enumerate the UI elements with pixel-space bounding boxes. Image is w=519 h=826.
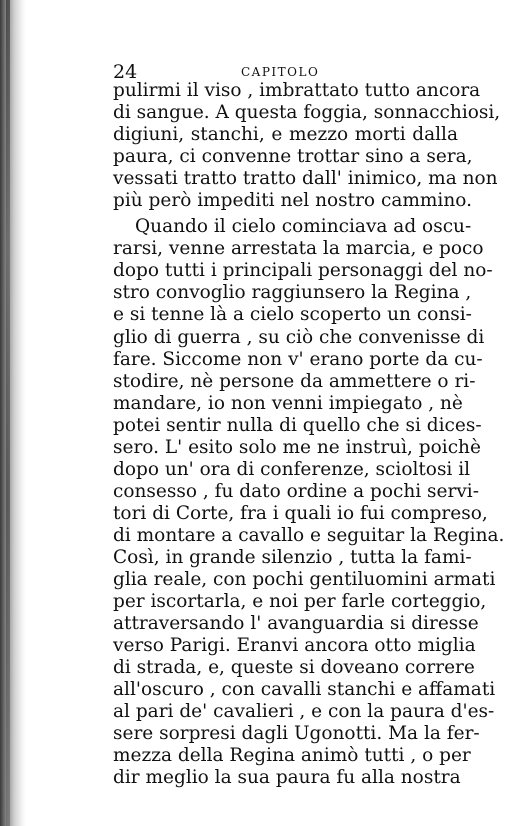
page-number: 24 — [113, 61, 138, 83]
text-line: dopo tutti i principali personaggi del no- — [113, 260, 493, 282]
text-line: glia reale, con pochi gentiluomini armati — [113, 569, 496, 591]
text-line: Così, in grande silenzio , tutta la fami- — [113, 546, 472, 568]
text-line: di montare a cavallo e seguitar la Regina. — [113, 524, 505, 546]
text-line: sero. L' esito solo me ne instruì, poichè — [113, 436, 481, 458]
text-line: stodire, nè persone da ammettere o ri- — [113, 370, 476, 392]
text-line: rarsi, venne arrestata la marcia, e poco — [113, 238, 484, 260]
text-line: tori di Corte, fra i quali io fui compreso, — [113, 502, 488, 524]
text-line: dir meglio la sua paura fu alla nostra — [113, 767, 461, 789]
text-line: pulirmi il viso , imbrattato tutto ancora — [113, 80, 481, 101]
paragraph-start-line: Quando il cielo cominciava ad oscu- — [135, 216, 472, 238]
text-line: all'oscuro , con cavalli stanchi e affamati — [113, 679, 496, 701]
running-head: CAPITOLO — [241, 65, 320, 79]
text-line: fare. Siccome non v' erano porte da cu- — [113, 348, 483, 370]
text-line: vessati tratto tratto dall' inimico, ma non — [113, 168, 498, 190]
spine-streak — [6, 0, 10, 826]
text-line: di strada, e, queste si doveano correre — [113, 657, 475, 679]
text-line: per iscortarla, e noi per farle corteggio, — [113, 591, 487, 613]
text-line: attraversando l' avanguardia si diresse — [113, 613, 479, 635]
text-line: digiuni, stanchi, e mezzo morti dalla — [113, 124, 458, 146]
text-line: mezza della Regina animò tutti , o per — [113, 745, 471, 767]
text-line: paura, ci convenne trottar sino a sera, — [113, 146, 473, 168]
book-spine-shadow — [0, 0, 26, 826]
text-line: verso Parigi. Eranvi ancora otto miglia — [113, 635, 476, 657]
text-line: glio di guerra , su ciò che convenisse di — [113, 326, 485, 348]
text-line: e si tenne là a cielo scoperto un consi- — [113, 304, 472, 326]
text-line: potei sentir nulla di quello che si dices- — [113, 414, 482, 436]
text-line: al pari de' cavalieri , e con la paura d'es- — [113, 701, 495, 723]
text-line: di sangue. A questa foggia, sonnacchiosi, — [113, 102, 501, 124]
text-line: mandare, io non venni impiegato , nè — [113, 392, 463, 414]
text-line: sere sorpresi dagli Ugonotti. Ma la fer- — [113, 723, 480, 745]
text-line: più però impediti nel nostro cammino. — [113, 190, 472, 212]
text-line: consesso , fu dato ordine a pochi servi- — [113, 480, 479, 502]
body-text — [113, 80, 505, 790]
text-line: stro convoglio raggiunsero la Regina , — [113, 282, 472, 304]
text-line: dopo un' ora di conferenze, scioltosi il — [113, 458, 471, 480]
